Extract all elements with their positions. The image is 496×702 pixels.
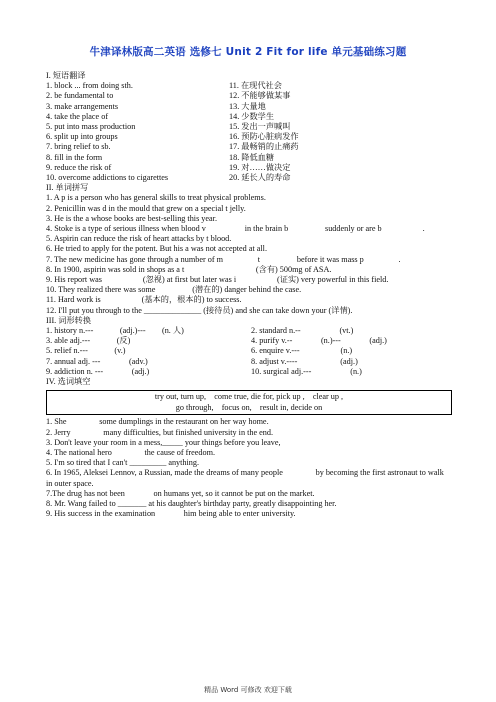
list-item: 6. He tried to apply for the potent. But his a was not accepted at all. bbox=[46, 244, 267, 254]
phrase-zh: 16. 预防心脏病发作 bbox=[229, 132, 299, 142]
word-form-item: 1. history n.--- (adj.)--- (n. 人) bbox=[46, 326, 184, 336]
list-item: 9. His report was (忽视) at first but later was i (证实) very powerful in this field. bbox=[46, 275, 389, 285]
word-form-item: 2. standard n.-- (vt.) bbox=[251, 326, 354, 336]
list-item bbox=[46, 153, 452, 163]
list-item: 2. Penicillin was d in the mould that grew on a special t jelly. bbox=[46, 203, 246, 213]
list-item: 4. Stoke is a type of serious illness when blood v in the brain b suddenly or are b . bbox=[46, 224, 425, 234]
phrase-zh: 18. 降低血糖 bbox=[229, 152, 275, 162]
list-item: 1. A p is a person who has general skills to treat physical problems. bbox=[46, 193, 266, 203]
section-heading: I. 短语翻译 bbox=[46, 71, 86, 80]
page-footer: 精品 Word 可修改 欢迎下载 bbox=[204, 686, 292, 694]
word-form-item: 3. able adj.--- (反) bbox=[46, 336, 131, 346]
list-item bbox=[46, 112, 452, 122]
list-item bbox=[46, 163, 452, 173]
phrase-en: 7. bring relief to sb. bbox=[46, 142, 111, 152]
word-bank-box bbox=[46, 390, 452, 415]
list-item: 5. Aspirin can reduce the risk of heart attacks by t blood. bbox=[46, 234, 232, 244]
list-item bbox=[46, 326, 452, 336]
phrase-en: 6. split up into groups bbox=[46, 132, 118, 142]
section-heading: II. 单词拼写 bbox=[46, 183, 89, 193]
phrase-en: 2. be fundamental to bbox=[46, 91, 114, 101]
list-item bbox=[46, 81, 452, 91]
worksheet-body bbox=[46, 71, 452, 519]
word-form-item: 9. addiction n. --- (adj.) bbox=[46, 366, 150, 376]
list-item bbox=[46, 346, 452, 356]
list-item: 3. Don't leave your room in a mess,_____ your things before you leave, bbox=[46, 437, 281, 447]
word-form-item: 4. purify v.-- (n.)--- (adj.) bbox=[251, 336, 387, 346]
word-bank-line: go through, focus on, result in, decide on bbox=[175, 402, 323, 412]
list-item bbox=[46, 122, 452, 132]
fill-in-list bbox=[46, 417, 452, 519]
word-form-item: 7. annual adj. --- (adv.) bbox=[46, 356, 148, 366]
phrase-zh: 11. 在现代社会 bbox=[229, 81, 282, 91]
phrase-translation-list bbox=[46, 81, 452, 183]
list-item bbox=[46, 142, 452, 152]
phrase-zh: 17. 最畅销的止痛药 bbox=[229, 142, 299, 152]
section-heading: III. 词形转换 bbox=[46, 315, 92, 325]
phrase-zh: 14. 少数学生 bbox=[229, 111, 275, 121]
list-item: 3. He is the a whose books are best-selling this year. bbox=[46, 213, 217, 223]
list-item: 2. Jerry many difficulties, but finished university in the end. bbox=[46, 427, 274, 437]
list-item bbox=[46, 132, 452, 142]
list-item: 10. They realized there was some (潜在的) danger behind the case. bbox=[46, 285, 302, 295]
list-item: 6. In 1965, Aleksei Lennov, a Russian, made the dreams of many people by becoming the first astronaut to walk in outer space. bbox=[46, 468, 446, 488]
word-form-list bbox=[46, 326, 452, 377]
phrase-zh: 15. 发出一声喊叫 bbox=[229, 122, 291, 132]
list-item: 1. She some dumplings in the restaurant on her way home. bbox=[46, 417, 269, 427]
word-form-item: 10. surgical adj.--- (n.) bbox=[251, 366, 362, 376]
list-item: 8. Mr. Wang failed to _______ at his daughter's birthday party, greatly disappointing her. bbox=[46, 498, 337, 508]
list-item: 4. The national hero the cause of freedom. bbox=[46, 447, 216, 457]
phrase-zh: 12. 不能够做某事 bbox=[229, 91, 291, 101]
word-form-item: 8. adjust v.---- (adj.) bbox=[251, 356, 358, 366]
section-heading: IV. 选词填空 bbox=[46, 377, 91, 387]
phrase-en: 5. put into mass production bbox=[46, 122, 136, 132]
phrase-zh: 19. 对……做决定 bbox=[229, 162, 291, 172]
list-item: 5. I'm so tired that I can't _________ anything. bbox=[46, 458, 200, 468]
phrase-en: 3. make arrangements bbox=[46, 101, 119, 111]
phrase-en: 9. reduce the risk of bbox=[46, 162, 112, 172]
list-item: 11. Hard work is (基本的，根本的) to success. bbox=[46, 295, 242, 305]
list-item bbox=[46, 357, 452, 367]
list-item: 9. His success in the examination him being able to enter university. bbox=[46, 509, 296, 519]
phrase-zh: 20. 延长人的寿命 bbox=[229, 173, 291, 183]
list-item bbox=[46, 173, 452, 183]
phrase-zh: 13. 大量地 bbox=[229, 101, 266, 111]
list-item: 7. The new medicine has gone through a number of m t before it was mass p . bbox=[46, 254, 401, 264]
phrase-en: 10. overcome addictions to cigarettes bbox=[46, 173, 169, 183]
page-title: 牛津译林版高二英语 选修七 Unit 2 Fit for life 单元基础练习题 bbox=[89, 46, 407, 58]
phrase-en: 1. block ... from doing sth. bbox=[46, 81, 133, 91]
list-item: 7.The drug has not been on humans yet, so it cannot be put on the market. bbox=[46, 488, 315, 498]
list-item bbox=[46, 367, 452, 377]
word-form-item: 5. relief n.--- (v.) bbox=[46, 346, 126, 356]
phrase-en: 4. take the place of bbox=[46, 111, 109, 121]
spelling-list bbox=[46, 193, 452, 315]
word-form-item: 6. enquire v.--- (n.) bbox=[251, 346, 353, 356]
list-item bbox=[46, 336, 452, 346]
list-item: 8. In 1900, aspirin was sold in shops as a t (含有) 500mg of ASA. bbox=[46, 264, 332, 274]
list-item bbox=[46, 91, 452, 101]
list-item: 12. I'll put you through to the ______________ (接待员) and she can take down your (详情). bbox=[46, 305, 353, 315]
phrase-en: 8. fill in the form bbox=[46, 152, 103, 162]
list-item bbox=[46, 102, 452, 112]
word-bank-line: try out, turn up, come true, die for, pick up , clear up , bbox=[154, 392, 344, 402]
